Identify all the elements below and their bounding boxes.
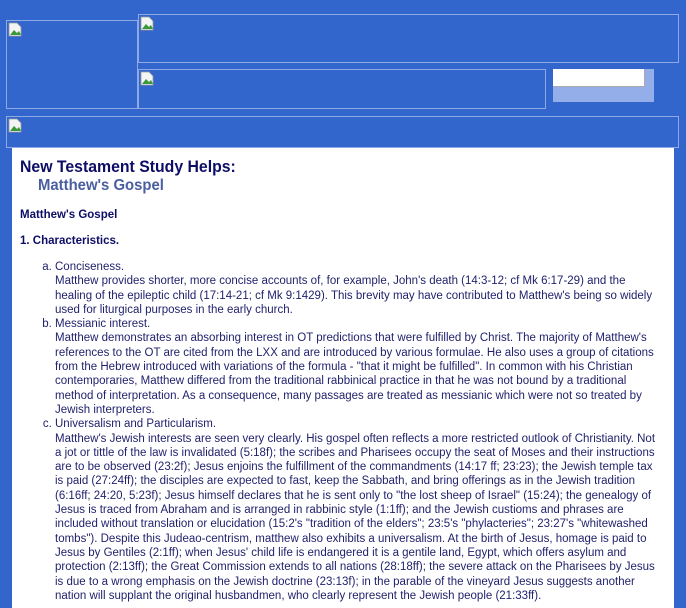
navigation-bar-image[interactable]	[6, 116, 679, 148]
logo-image[interactable]	[6, 20, 138, 109]
item-body: Matthew's Jewish interests are seen very clearly. His gospel often reflects a more restricted outlook of Christianity. Not a jot or tittle of the law is invalidated (5:18f); the scribes and Pharisees occupy the seat of Moses and their instructions are to be observed (23:2f); Jesus enjoins the fulfillment of the commandments (14:17 ff; 23:23); the Jewish temple tax is paid (27:24ff); the disciples are expected to fast, keep the Sabbath, and bring offerings as in the Jewish tradition (6:16ff; 24:20, 5:23f); Jesus himself declares that he is sent only to "the lost sheep of Israel" (15:24); the genealogy of Jesus is traced from Abraham and is arranged in rabbinic style (1:1ff); and the Jewish custioms and phrases are included without translation or elucidation (15:2's "tradition of the elders"; 23:5's "phylacteries"; 23:27's "whitewashed tombs"). Despite this Judeao-centrism, matthew also exhibits a universalism. At the birth of Jesus, homage is paid to Jesus by Gentiles (2:1ff); when Jesus' child life is endangered it is a gentile land, Egypt, which offers asylum and protection (2:13ff); the Great Commission extends to all nations (28:18ff); the severe attack on the Pharisees by Jesus is due to a wrong emphasis on the Jewish doctrine (23:13f); in the parable of the vineyard Jesus suggests another nation will supplant the original husbandmen, who clearly represent the Jewish people (21:33ff).	[55, 432, 656, 602]
search-form	[553, 69, 654, 102]
list-item	[55, 260, 663, 317]
broken-image-icon	[8, 118, 22, 133]
broken-image-icon	[140, 71, 154, 86]
characteristics-list	[12, 260, 663, 603]
item-title: Messianic interest.	[55, 318, 151, 331]
broken-image-icon	[140, 16, 154, 31]
item-body: Matthew demonstrates an absorbing interest in OT predictions that were fulfilled by Christ. The majority of Matthew's references to the OT are cited from the LXX and are introduced by various formulae. He also uses a group of citations from the Hebrew introduced with variations of the formula - "that it might be fulfilled". In common with his Christian contemporaries, Matthew differed from the traditional rabbinical practice in that he was not bound by a traditional method of interpretation. As a consequence, many passages are treated as messianic which were not so treated by Jewish interpreters.	[55, 332, 654, 416]
search-input[interactable]	[553, 69, 645, 87]
list-item	[55, 417, 663, 603]
item-title: Conciseness.	[55, 261, 125, 273]
broken-image-icon	[8, 22, 22, 37]
page-subtitle: Matthew's Gospel	[38, 177, 164, 194]
section-heading: Matthew's Gospel	[20, 209, 118, 221]
subsection-heading: 1. Characteristics.	[20, 235, 120, 247]
header-banner-image	[138, 14, 679, 63]
subheader-banner-image	[138, 69, 546, 109]
list-item	[55, 317, 663, 417]
main-content	[12, 148, 674, 608]
item-body: Matthew provides shorter, more concise accounts of, for example, John's death (14:3-12; cf Mk 6:17-29) and the healing of the epileptic child (17:14-21; cf Mk 9:1429). This brevity may have contributed to Matthew's being so widely used for liturgical purposes in the early church.	[55, 275, 653, 316]
page-title: New Testament Study Helps:	[20, 157, 236, 176]
item-title: Universalism and Particularism.	[55, 418, 217, 431]
